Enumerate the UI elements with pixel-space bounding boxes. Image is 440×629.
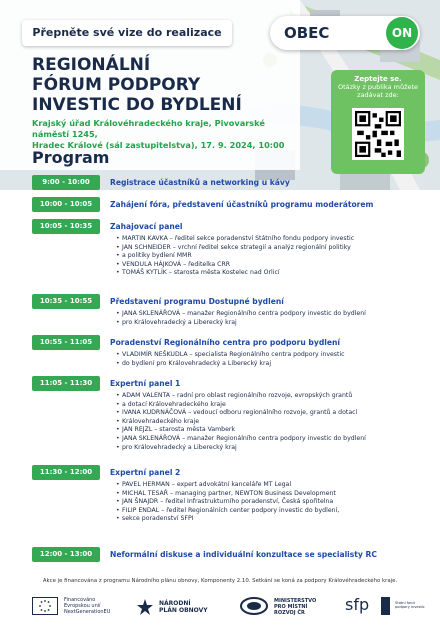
speaker-item: • IVANA KUDRNÁČOVÁ – vedoucí odboru regionálního rozvoje, grantů a dotací <box>116 409 416 418</box>
obec-on-logo <box>270 16 420 50</box>
title-line: FÓRUM PODPORY <box>32 75 201 95</box>
speaker-item: • a politiky bydlení MMR <box>116 252 416 261</box>
slot-time: 10:05 - 10:35 <box>32 219 100 234</box>
speaker-item: • a dotací Královehradeckého kraje <box>116 401 416 410</box>
speaker-item: • MARTIN KAVKA – ředitel sekce poradenství Státního fondu podpory investic <box>116 235 416 244</box>
mmr-line: MINISTERSTVO <box>274 598 317 604</box>
funding-note: Akce je financována z programu Národního plánu obnovy, Komponenty 2.10. Setkání se koná za podpory Královéhradeckého kraje. <box>42 578 398 584</box>
slot-time: 9:00 - 10:00 <box>32 175 100 190</box>
venue-info <box>32 118 302 151</box>
slot-title: Představení programu Dostupné bydlení <box>110 297 284 306</box>
speaker-item: • JAN SCHNEIDER – vrchní ředitel sekce strategií a analýz regionální politiky <box>116 244 416 253</box>
slot-title: Expertní panel 1 <box>110 379 181 388</box>
slot-title: Zahájení fóra, představení účastníků programu moderátorem <box>110 200 374 209</box>
speaker-item: • JAN REJZL – starosta města Vamberk <box>116 426 416 435</box>
npo-line: NÁRODNÍ <box>159 600 191 607</box>
venue-line: Krajský úřad Královéhradeckého kraje, Pivovarské náměstí 1245, <box>32 118 265 139</box>
mmr-icon <box>240 597 268 615</box>
mmr-text <box>274 598 316 616</box>
sfpi-bar-icon <box>381 597 390 615</box>
slot-title: Poradenství Regionálního centra pro podporu bydlení <box>110 338 341 347</box>
sfpi-line: Státní fond <box>395 601 415 605</box>
speaker-item: • Královehradeckého kraje <box>116 418 416 427</box>
title-line: REGIONÁLNÍ <box>32 55 151 75</box>
sfpi-text <box>395 601 425 610</box>
qr-title: Zeptejte se. <box>354 75 402 83</box>
speaker-item: • MICHAL TESAŘ – managing partner, NEWTON Business Development <box>116 490 416 499</box>
mmr-line: ROZVOJ ČR <box>274 610 305 616</box>
hero-banner <box>0 0 440 190</box>
qr-caption <box>335 75 421 99</box>
qr-code-icon <box>355 111 401 157</box>
speaker-item: • VLADIMÍR NEŠKUDLA – specialista Regionálního centra podpory investic <box>116 351 416 360</box>
logo-on-badge: ON <box>386 17 418 49</box>
slot-title: Zahajovací panel <box>110 222 183 231</box>
speaker-list <box>116 392 416 452</box>
eu-flag-icon <box>32 597 58 615</box>
eu-text <box>64 597 110 615</box>
logo-obec-text: OBEC <box>284 24 330 42</box>
speaker-item: • JANA SKLENÁŘOVÁ – manažer Regionálního centra podpory investic do bydlení <box>116 435 416 444</box>
speaker-item: • TOMÁŠ KYTLÍK – starosta města Kostelec nad Orlicí <box>116 269 416 278</box>
speaker-list <box>116 351 416 368</box>
speaker-item: • sekce poradenství SFPI <box>116 515 416 524</box>
partner-logos <box>0 595 440 629</box>
speaker-item: • do bydlení pro Královehradecký a Liberecký kraj <box>116 360 416 369</box>
speaker-list <box>116 481 416 524</box>
speaker-item: • JANA SKLENÁŘOVÁ – manažer Regionálního centra podpory investic do bydlení <box>116 310 416 319</box>
speaker-item: • pro Královehradecký a Liberecký kraj <box>116 319 416 328</box>
sfpi-wordmark: sfp <box>345 595 370 614</box>
speaker-item: • FILIP ENDAL – ředitel Regionálních center podpory investic do bydlení, <box>116 507 416 516</box>
slot-time: 12:00 - 13:00 <box>32 547 100 562</box>
slot-time: 10:55 - 11:05 <box>32 335 100 350</box>
tagline: Přepněte své vize do realizace <box>22 20 232 46</box>
program-heading: Program <box>32 148 110 167</box>
page-title <box>32 55 282 115</box>
speaker-item: • ADAM VALENTA – radní pro oblast regionálního rozvoje, evropských grantů <box>116 392 416 401</box>
slot-time: 11:05 - 11:30 <box>32 376 100 391</box>
qr-text: Otázky z publika můžete zadávat zde: <box>337 83 419 99</box>
npo-icon <box>135 597 155 617</box>
slot-title: Registrace účastníků a networking u kávy <box>110 178 290 187</box>
speaker-list <box>116 310 416 327</box>
qr-question-box <box>331 70 425 174</box>
eu-line: NextGenerationEU <box>64 609 111 615</box>
mmr-line: PRO MÍSTNÍ <box>274 604 308 610</box>
slot-time: 11:30 - 12:00 <box>32 465 100 480</box>
slot-time: 10:00 - 10:05 <box>32 197 100 212</box>
slot-time: 10:35 - 10:55 <box>32 294 100 309</box>
eu-line: Financováno <box>64 597 96 603</box>
speaker-item: • pro Královehradecký a Liberecký kraj <box>116 444 416 453</box>
speaker-item: • JAN ŠNAJDR – ředitel Infrastrukturního poradenství, Česká spořitelna <box>116 498 416 507</box>
speaker-item: • VENDULA HÁJKOVÁ – ředitelka CRR <box>116 261 416 270</box>
speaker-list <box>116 235 416 278</box>
npo-line: PLÁN OBNOVY <box>159 607 208 614</box>
slot-title: Neformální diskuse a individuální konzultace se specialisty RC <box>110 550 377 559</box>
npo-text <box>159 600 208 614</box>
venue-line: Hradec Králové (sál zastupitelstva), 17. 9. 2024, 10:00 <box>32 140 285 150</box>
sfpi-line: podpory investic <box>395 605 425 610</box>
title-line: INVESTIC DO BYDLENÍ <box>32 95 242 115</box>
qr-code[interactable] <box>352 108 404 160</box>
eu-line: Evropskou unií <box>64 603 101 609</box>
slot-title: Expertní panel 2 <box>110 468 181 477</box>
speaker-item: • PAVEL HERMAN – expert advokátní kanceláře MT Legal <box>116 481 416 490</box>
